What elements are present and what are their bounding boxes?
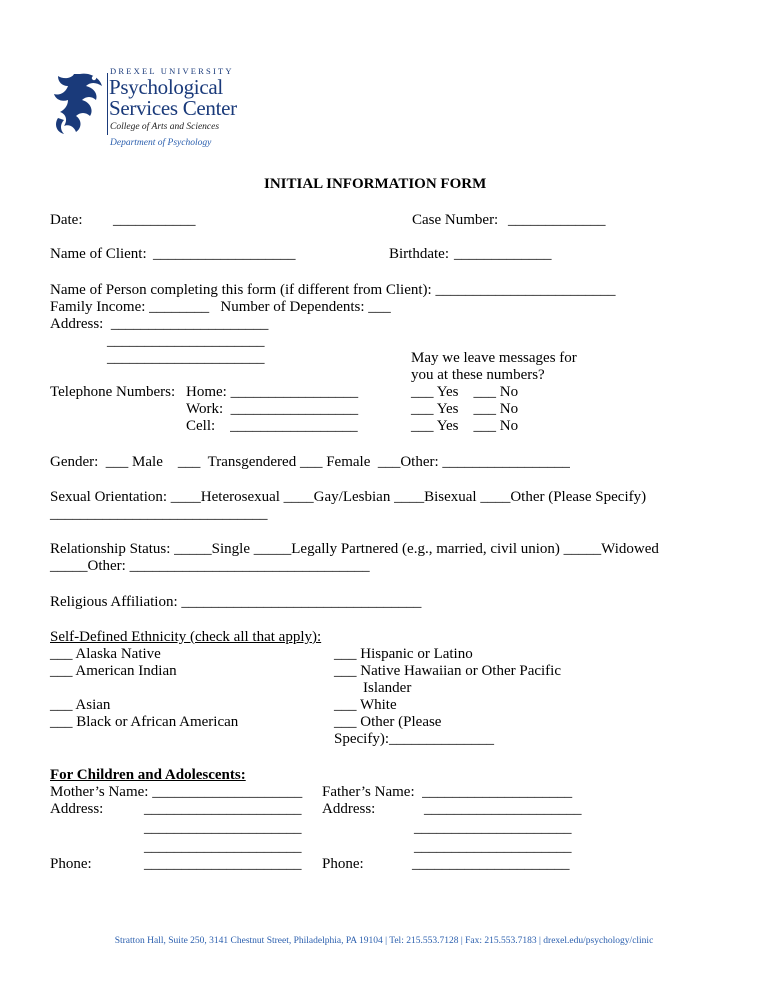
university-name: DREXEL UNIVERSITY <box>110 66 234 76</box>
mother-name-field[interactable]: Mother’s Name: ____________________ <box>50 784 303 800</box>
birthdate-field[interactable]: _____________ <box>454 246 552 262</box>
center-name-line2: Services Center <box>109 96 237 120</box>
home-phone-field[interactable]: Home: _________________ <box>186 384 359 400</box>
gender-field[interactable]: Gender: ___ Male ___ Transgendered ___ Female ___Other: _________________ <box>50 454 570 470</box>
date-label: Date: <box>50 212 83 228</box>
center-name-line1: Psychological <box>109 75 223 99</box>
case-number-field[interactable]: _____________ <box>508 212 606 228</box>
address-field-line2[interactable]: _____________________ <box>107 333 265 349</box>
dragon-logo-icon <box>50 70 106 140</box>
logo <box>50 66 250 156</box>
ethnicity-other[interactable]: ___ Other (Please <box>334 714 442 730</box>
ethnicity-american-indian[interactable]: ___ American Indian <box>50 663 177 679</box>
cell-message-options[interactable]: ___ Yes ___ No <box>411 418 519 434</box>
father-phone-field[interactable]: _____________________ <box>412 856 570 872</box>
cell-phone-field[interactable]: Cell: _________________ <box>186 418 358 434</box>
address-field[interactable]: Address: _____________________ <box>50 316 269 332</box>
date-field[interactable]: ___________ <box>113 212 196 228</box>
father-phone-label: Phone: <box>322 856 364 872</box>
sexual-orientation-field[interactable]: Sexual Orientation: ____Heterosexual ____Gay/Lesbian ____Bisexual ____Other (Please Specify) <box>50 489 647 505</box>
mother-address-field-line3[interactable]: _____________________ <box>144 839 302 855</box>
father-name-field[interactable]: Father’s Name: ____________________ <box>322 784 573 800</box>
mother-phone-label: Phone: <box>50 856 92 872</box>
ethnicity-white[interactable]: ___ White <box>334 697 397 713</box>
work-message-options[interactable]: ___ Yes ___ No <box>411 401 519 417</box>
home-message-options[interactable]: ___ Yes ___ No <box>411 384 519 400</box>
client-name-label: Name of Client: <box>50 246 147 262</box>
relationship-other-field[interactable]: _____Other: ________________________________ <box>50 558 370 574</box>
mother-address-field-line2[interactable]: _____________________ <box>144 820 302 836</box>
father-address-label: Address: <box>322 801 376 817</box>
ethnicity-black[interactable]: ___ Black or African American <box>50 714 239 730</box>
messages-question-line2: you at these numbers? <box>411 367 545 383</box>
client-name-field[interactable]: ___________________ <box>153 246 296 262</box>
college-name: College of Arts and Sciences <box>110 122 220 132</box>
sexual-orientation-other-field[interactable]: _____________________________ <box>50 506 268 522</box>
birthdate-label: Birthdate: <box>389 246 449 262</box>
relationship-status-field[interactable]: Relationship Status: _____Single _____Legally Partnered (e.g., married, civil union) _____Widowed <box>50 541 659 557</box>
ethnicity-heading: Self-Defined Ethnicity (check all that apply): <box>50 629 322 645</box>
religious-affiliation-field[interactable]: Religious Affiliation: ________________________________ <box>50 594 422 610</box>
father-address-field-line3[interactable]: _____________________ <box>414 839 572 855</box>
ethnicity-hispanic[interactable]: ___ Hispanic or Latino <box>334 646 473 662</box>
case-number-label: Case Number: <box>412 212 499 228</box>
ethnicity-other-specify[interactable]: Specify):______________ <box>334 731 494 747</box>
mother-address-label: Address: <box>50 801 104 817</box>
footer-address: Stratton Hall, Suite 250, 3141 Chestnut Street, Philadelphia, PA 19104 | Tel: 215.553.7128 | Fax: 215.553.7183 | drexel.edu/psychology/clinic <box>114 936 654 946</box>
ethnicity-asian[interactable]: ___ Asian <box>50 697 111 713</box>
person-completing-field[interactable]: Name of Person completing this form (if different from Client): ________________________ <box>50 282 616 298</box>
mother-phone-field[interactable]: _____________________ <box>144 856 302 872</box>
mother-address-field[interactable]: _____________________ <box>144 801 302 817</box>
ethnicity-alaska-native[interactable]: ___ Alaska Native <box>50 646 161 662</box>
address-field-line3[interactable]: _____________________ <box>107 350 265 366</box>
telephone-label: Telephone Numbers: <box>50 384 176 400</box>
ethnicity-native-hawaiian-cont: Islander <box>363 680 412 696</box>
form-title: INITIAL INFORMATION FORM <box>264 176 487 192</box>
logo-divider <box>107 73 108 135</box>
work-phone-field[interactable]: Work: _________________ <box>186 401 359 417</box>
ethnicity-native-hawaiian[interactable]: ___ Native Hawaiian or Other Pacific <box>334 663 561 679</box>
messages-question-line1: May we leave messages for <box>411 350 577 366</box>
income-dependents-field[interactable]: Family Income: ________ Number of Dependents: ___ <box>50 299 391 315</box>
department-name: Department of Psychology <box>110 138 212 148</box>
children-heading: For Children and Adolescents: <box>50 767 246 783</box>
father-address-field[interactable]: _____________________ <box>424 801 582 817</box>
father-address-field-line2[interactable]: _____________________ <box>414 820 572 836</box>
